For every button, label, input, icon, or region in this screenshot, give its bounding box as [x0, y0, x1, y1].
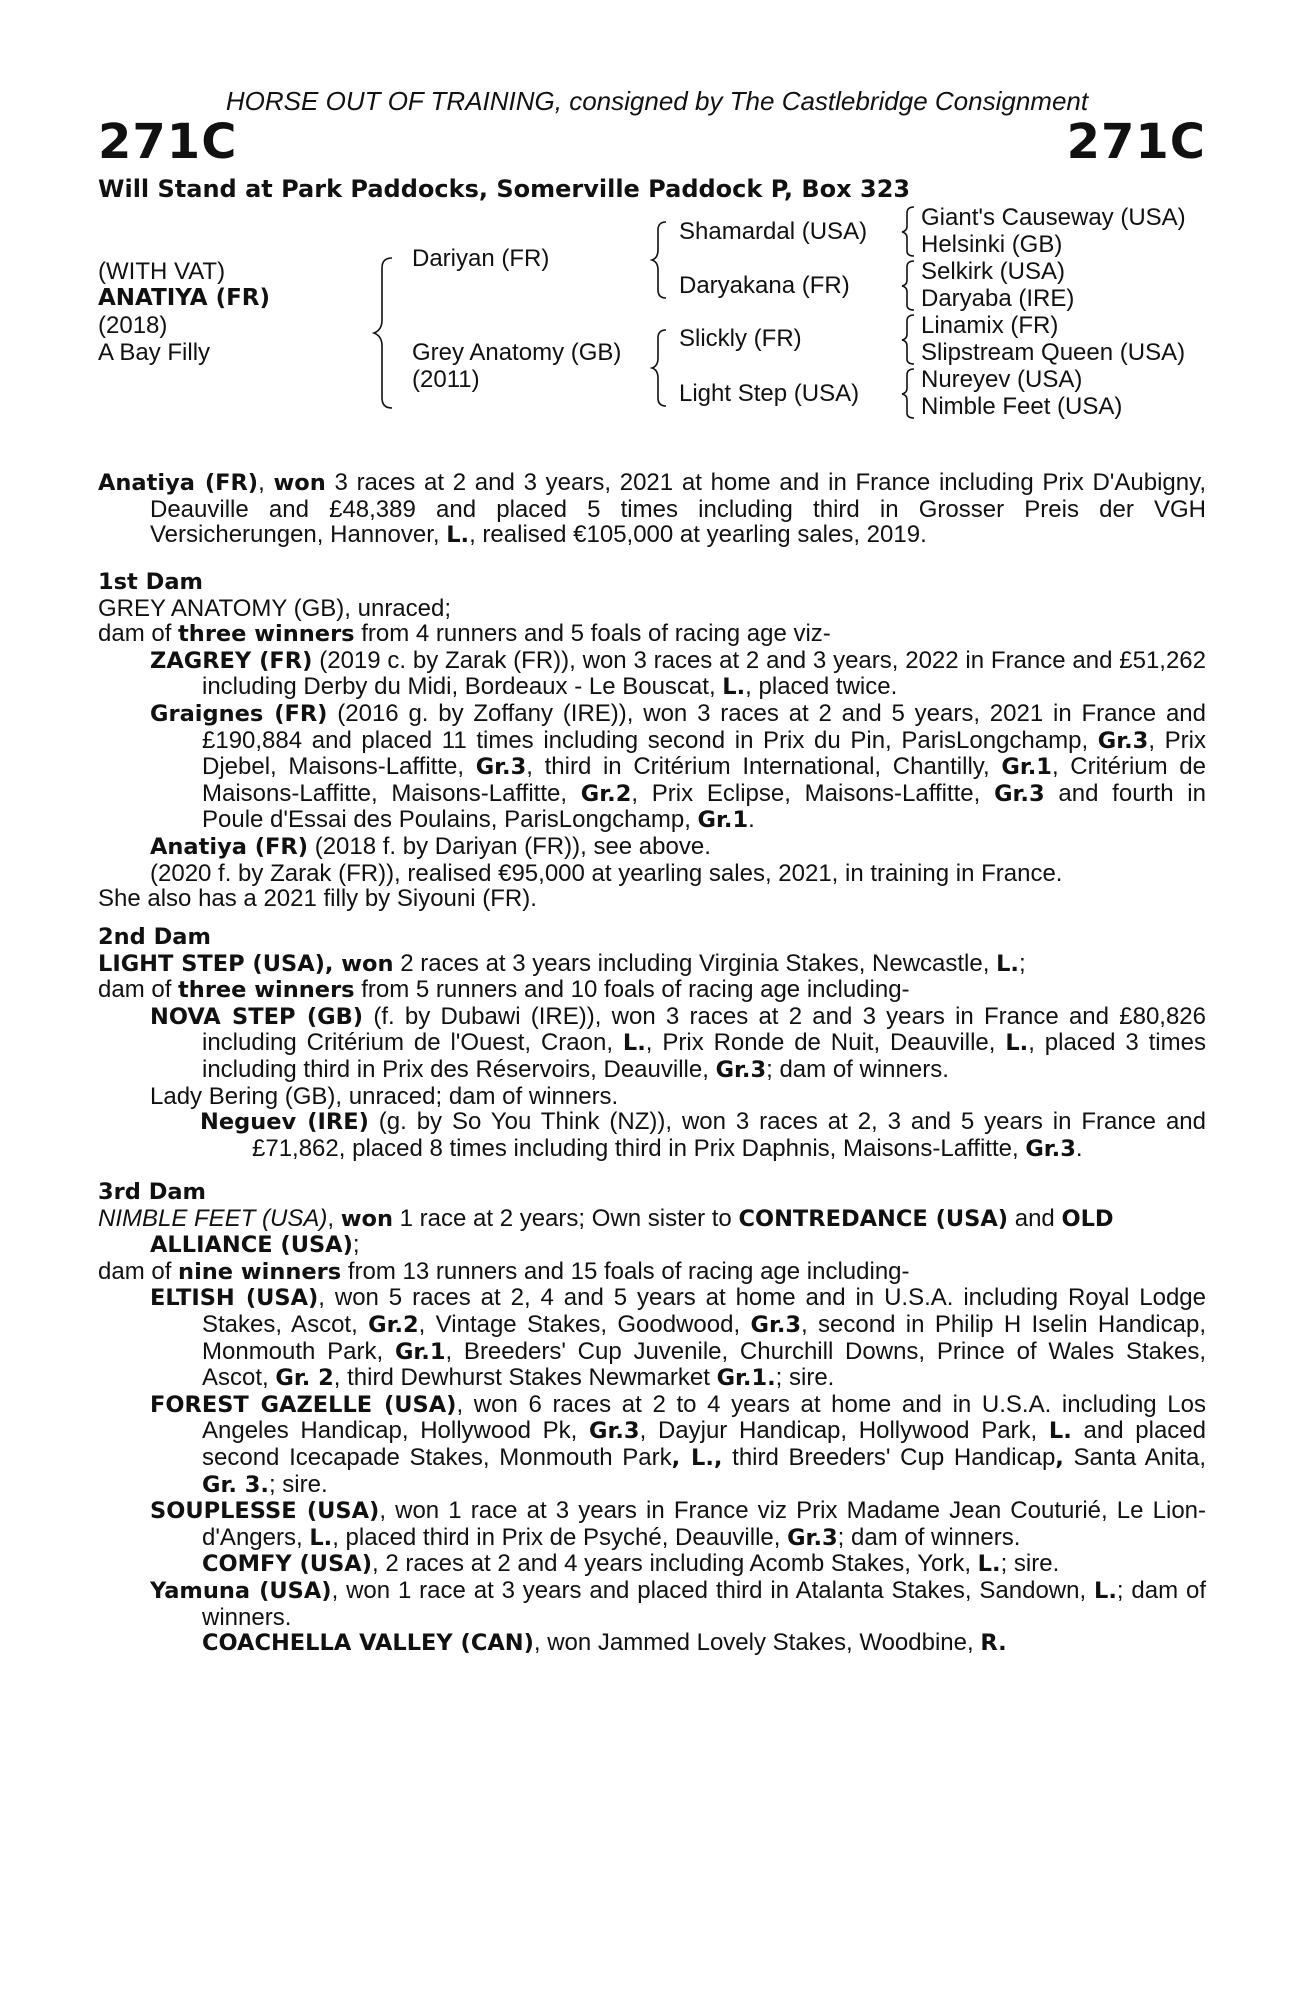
horse-name: ANATIYA (FR) [98, 285, 271, 311]
gen3-3: Selkirk (USA) [921, 258, 1066, 285]
comfy-text: , 2 races at 2 and 4 years including Acomb Stakes, York, [371, 1550, 978, 1578]
gen3-4: Daryaba (IRE) [921, 285, 1075, 312]
dam-year: (2011) [412, 366, 480, 393]
graignes-group-2: Gr.3 [475, 754, 527, 781]
coachella-restricted: R. [980, 1630, 1007, 1657]
eltish-group-4: Gr. 2 [275, 1365, 334, 1392]
third-dam-line: NIMBLE FEET (USA), won 1 race at 2 years; Own sister to CONTREDANCE (USA) and OLD ALLIANCE (USA); [98, 1204, 1114, 1259]
eltish-group-3: Gr.1 [394, 1338, 446, 1365]
forest-text-2: , Dayjur Handicap, Hollywood Park, [639, 1417, 1049, 1445]
graignes-group-3: Gr.1 [1001, 754, 1052, 781]
dam-sire: Slickly (FR) [679, 325, 802, 352]
sire-dam: Daryakana (FR) [679, 272, 850, 299]
produce-coachella-valley [98, 1630, 1206, 1657]
nova-listed-2: L. [1005, 1030, 1029, 1057]
lot-number-left: 271C [98, 114, 238, 170]
yamuna-end: ; dam of winners. [202, 1576, 1206, 1631]
forest-gazelle-name: FOREST GAZELLE (USA) [150, 1391, 457, 1418]
forest-comma: , [1055, 1444, 1064, 1471]
graignes-group-6: Gr.1 [697, 807, 749, 834]
dam: Grey Anatomy (GB) [412, 339, 622, 366]
third-dam-name: NIMBLE FEET (USA) [98, 1204, 328, 1232]
nova-text-2: , Prix Ronde de Nuit, Deauville, [645, 1029, 1006, 1057]
graignes-text-2: , Prix Djebel, Maisons-Laffitte, [202, 726, 1206, 781]
second-dam-section [98, 925, 1206, 1162]
and-text: and [1008, 1204, 1062, 1232]
dam-of-text: dam of [98, 976, 179, 1004]
nova-step-name: NOVA STEP (GB) [150, 1003, 364, 1030]
semicolon: ; [352, 1231, 360, 1259]
anatiya-name: Anatiya (FR) [150, 833, 309, 860]
graignes-text-4: , Critérium de Maisons-Laffitte, Maisons-Laffitte, [202, 753, 1206, 807]
sire-sire: Shamardal (USA) [679, 218, 868, 245]
runners-text: from 13 runners and 15 foals of racing age including- [341, 1257, 910, 1285]
horse-summary [98, 470, 1206, 549]
produce-zagrey [98, 648, 1206, 701]
dam-of-text: dam of [98, 1257, 179, 1285]
eltish-text-3: , second in Philip H Iselin Handicap, Monmouth Park, [202, 1310, 1206, 1365]
lot-number-right: 271C [1066, 114, 1206, 170]
produce-2020-filly: (2020 f. by Zarak (FR)), realised €95,000 at yearling sales, 2021, in training in France. [150, 859, 1063, 887]
vat-note: (WITH VAT) [98, 258, 226, 285]
winners-count: nine winners [178, 1258, 342, 1285]
eltish-text-2: , Vintage Stakes, Goodwood, [418, 1310, 751, 1338]
contredance-name: CONTREDANCE (USA) [738, 1205, 1009, 1232]
coachella-name: COACHELLA VALLEY (CAN) [202, 1630, 534, 1657]
souplesse-text-1: , won 1 race at 3 years in France viz Prix Madame Jean Couturié, Le Lion-d'Angers, [202, 1497, 1207, 1551]
forest-text-4: third Breeders' Cup Handicap [722, 1443, 1056, 1471]
third-dam-section [98, 1180, 1206, 1657]
zagrey-name: ZAGREY (FR) [150, 647, 313, 674]
winners-count: three winners [178, 977, 355, 1004]
gen3-7: Nureyev (USA) [921, 366, 1083, 393]
gen3-5: Linamix (FR) [921, 312, 1059, 339]
produce-yamuna [98, 1578, 1206, 1630]
nova-text-1: (f. by Dubawi (IRE)), won 3 races at 2 and 3 years in France and £80,826 including Critérium de l'Ouest, Craon, [202, 1002, 1207, 1057]
graignes-name: Graignes (FR) [150, 700, 328, 727]
first-dam-heading: 1st Dam [98, 569, 203, 595]
souplesse-end: ; dam of winners. [837, 1523, 1021, 1551]
comfy-name: COMFY (USA) [202, 1551, 372, 1578]
dam-dam: Light Step (USA) [679, 380, 860, 407]
forest-group-2: Gr. 3. [202, 1471, 269, 1498]
souplesse-listed: L. [309, 1524, 333, 1551]
zagrey-text: (2019 c. by Zarak (FR)), won 3 races at 2 and 3 years, 2022 in France and £51,262 including Derby du Midi, Bordeaux - Le Bouscat, [202, 646, 1207, 701]
also-has-line: She also has a 2021 filly by Siyouni (FR). [98, 885, 537, 913]
gen3-6: Slipstream Queen (USA) [921, 339, 1186, 366]
consignor-line: HORSE OUT OF TRAINING, consigned by The Castlebridge Consignment [225, 86, 1089, 116]
second-dam-produce-line [98, 977, 1206, 1004]
third-dam-text: 1 race at 2 years; Own sister to [392, 1204, 739, 1232]
brace-sire [652, 222, 666, 298]
graignes-text-5: , Prix Eclipse, Maisons-Laffitte, [631, 779, 995, 807]
third-dam-won: won [340, 1205, 393, 1232]
comfy-listed: L. [977, 1551, 1001, 1578]
produce-graignes [98, 701, 1206, 834]
neguev-end: . [1075, 1134, 1083, 1162]
first-dam-produce-line [98, 621, 1206, 648]
gen3-2: Helsinki (GB) [921, 231, 1063, 258]
souplesse-text-2: , placed third in Prix de Psyché, Deauville, [332, 1523, 788, 1551]
gen3-8: Nimble Feet (USA) [921, 393, 1123, 420]
neguev-group: Gr.3 [1025, 1135, 1076, 1162]
runners-text: from 5 runners and 10 foals of racing age including- [354, 976, 910, 1004]
horse-year: (2018) [98, 312, 168, 339]
comfy-end: ; sire. [1000, 1550, 1060, 1578]
forest-text-3: and placed second Icecapade Stakes, Monmouth Park [202, 1417, 1206, 1471]
forest-text-5: Santa Anita, [1063, 1443, 1206, 1471]
horse-name-bold: Anatiya (FR) [98, 470, 259, 496]
forest-listed-2: , L., [671, 1444, 723, 1471]
winners-count: three winners [178, 621, 355, 648]
summary-text: 3 races at 2 and 3 years, 2021 at home and in France including Prix D'Aubigny, Deauville and £48,389 and placed 5 times including third in Grosser Preis der VGH Versicherungen, Hannover, [150, 469, 1206, 549]
souplesse-name: SOUPLESSE (USA) [150, 1498, 380, 1525]
produce-comfy [98, 1551, 1206, 1578]
zagrey-listed: L. [722, 674, 746, 701]
graignes-text-6: and fourth in Poule d'Essai des Poulains, ParisLongchamp, [202, 779, 1206, 834]
first-dam-line: GREY ANATOMY (GB), unraced; [98, 594, 452, 622]
runners-text: from 4 runners and 5 foals of racing age viz- [354, 620, 831, 648]
brace-g2 [902, 261, 914, 310]
second-dam-line [98, 951, 1206, 978]
anatiya-text: (2018 f. by Dariyan (FR)), see above. [308, 832, 711, 860]
graignes-text-3: , third in Critérium International, Chantilly, [526, 753, 1002, 781]
brace-g4 [902, 369, 914, 418]
nova-group: Gr.3 [715, 1056, 767, 1083]
eltish-end: ; sire. [775, 1364, 835, 1392]
graignes-group-4: Gr.2 [580, 780, 632, 807]
dam-of-text: dam of [98, 620, 179, 648]
third-dam-produce-line [98, 1259, 1206, 1286]
graignes-group-1: Gr.3 [1097, 727, 1149, 754]
forest-end: ; sire. [268, 1470, 328, 1498]
produce-forest-gazelle [98, 1392, 1206, 1498]
forest-text-1: , won 6 races at 2 to 4 years at home and in U.S.A. including Los Angeles Handicap, Hollywood Pk, [202, 1390, 1206, 1445]
second-dam-end: ; [1018, 949, 1026, 977]
coachella-text: , won Jammed Lovely Stakes, Woodbine, [533, 1629, 981, 1657]
summary-paragraph: Anatiya (FR), won 3 races at 2 and 3 years, 2021 at home and in France including Prix D'Aubigny, Deauville and £48,389 and placed 5 times including third in Grosser Preis der VGH Versicherungen, Hannover, L., realised €105,000 at yearling sales, 2019. [98, 469, 1206, 549]
old-alliance-name: OLD ALLIANCE (USA) [150, 1205, 1114, 1259]
gen3-1: Giant's Causeway (USA) [921, 204, 1186, 231]
forest-listed-1: L. [1048, 1418, 1072, 1445]
second-dam-heading: 2nd Dam [98, 924, 211, 950]
horse-description: A Bay Filly [98, 339, 211, 366]
souplesse-group: Gr.3 [787, 1524, 838, 1551]
graignes-end: . [748, 806, 755, 834]
brace-g3 [902, 315, 914, 364]
brace-main [374, 258, 392, 408]
eltish-text-4: , Breeders' Cup Juvenile, Churchill Downs, Prince of Wales Stakes, Ascot, [202, 1337, 1206, 1392]
second-dam-name: LIGHT STEP (USA) [98, 950, 325, 977]
produce-anatiya [98, 834, 1206, 861]
pedigree-braces [0, 0, 1314, 440]
produce-souplesse [98, 1498, 1206, 1551]
second-dam-won: , won [324, 950, 394, 977]
stabling-location: Will Stand at Park Paddocks, Somerville Paddock P, Box 323 [98, 175, 911, 203]
nova-listed-1: L. [622, 1030, 646, 1057]
graignes-text-1: (2016 g. by Zoffany (IRE)), won 3 races at 2 and 5 years, 2021 in France and £190,884 and placed 11 times including second in Prix du Pin, ParisLongchamp, [202, 699, 1206, 754]
third-dam-heading: 3rd Dam [98, 1179, 206, 1205]
listed-badge: L. [446, 522, 470, 549]
zagrey-end: , placed twice. [745, 673, 898, 701]
produce-eltish [98, 1285, 1206, 1391]
produce-lady-bering: Lady Bering (GB), unraced; dam of winners. [150, 1082, 619, 1110]
eltish-text-5: , third Dewhurst Stakes Newmarket [333, 1364, 717, 1392]
produce-neguev [98, 1109, 1206, 1162]
yamuna-name: Yamuna (USA) [150, 1577, 332, 1604]
second-dam-text: 2 races at 3 years including Virginia Stakes, Newcastle, [393, 949, 997, 977]
yamuna-listed: L. [1094, 1577, 1117, 1604]
neguev-text: (g. by So You Think (NZ)), won 3 races at 2, 3 and 5 years in France and £71,862, placed 8 times including third in Prix Daphnis, Maisons-Laffitte, [252, 1108, 1206, 1162]
won-bold: won [273, 470, 326, 496]
eltish-text-1: , won 5 races at 2, 4 and 5 years at home and in U.S.A. including Royal Lodge Stakes, Ascot, [202, 1284, 1207, 1338]
first-dam-section [98, 570, 1206, 912]
produce-nova-step [98, 1004, 1206, 1084]
neguev-name: Neguev (IRE) [200, 1109, 369, 1136]
sire: Dariyan (FR) [412, 245, 550, 272]
eltish-group-2: Gr.3 [750, 1311, 802, 1338]
second-dam-listed: L. [996, 950, 1019, 977]
yamuna-text: , won 1 race at 3 years and placed third in Atalanta Stakes, Sandown, [331, 1576, 1095, 1604]
forest-group-1: Gr.3 [589, 1418, 640, 1445]
brace-dam [652, 330, 666, 406]
nova-end: ; dam of winners. [766, 1055, 949, 1083]
eltish-group-1: Gr.2 [368, 1311, 419, 1338]
eltish-name: ELTISH (USA) [150, 1285, 319, 1312]
brace-g1 [902, 207, 914, 256]
eltish-group-5: Gr.1. [716, 1365, 776, 1392]
graignes-group-5: Gr.3 [994, 780, 1045, 807]
nova-text-3: , placed 3 times including third in Prix des Réservoirs, Deauville, [202, 1029, 1206, 1083]
summary-text-end: , realised €105,000 at yearling sales, 2019. [469, 521, 927, 549]
